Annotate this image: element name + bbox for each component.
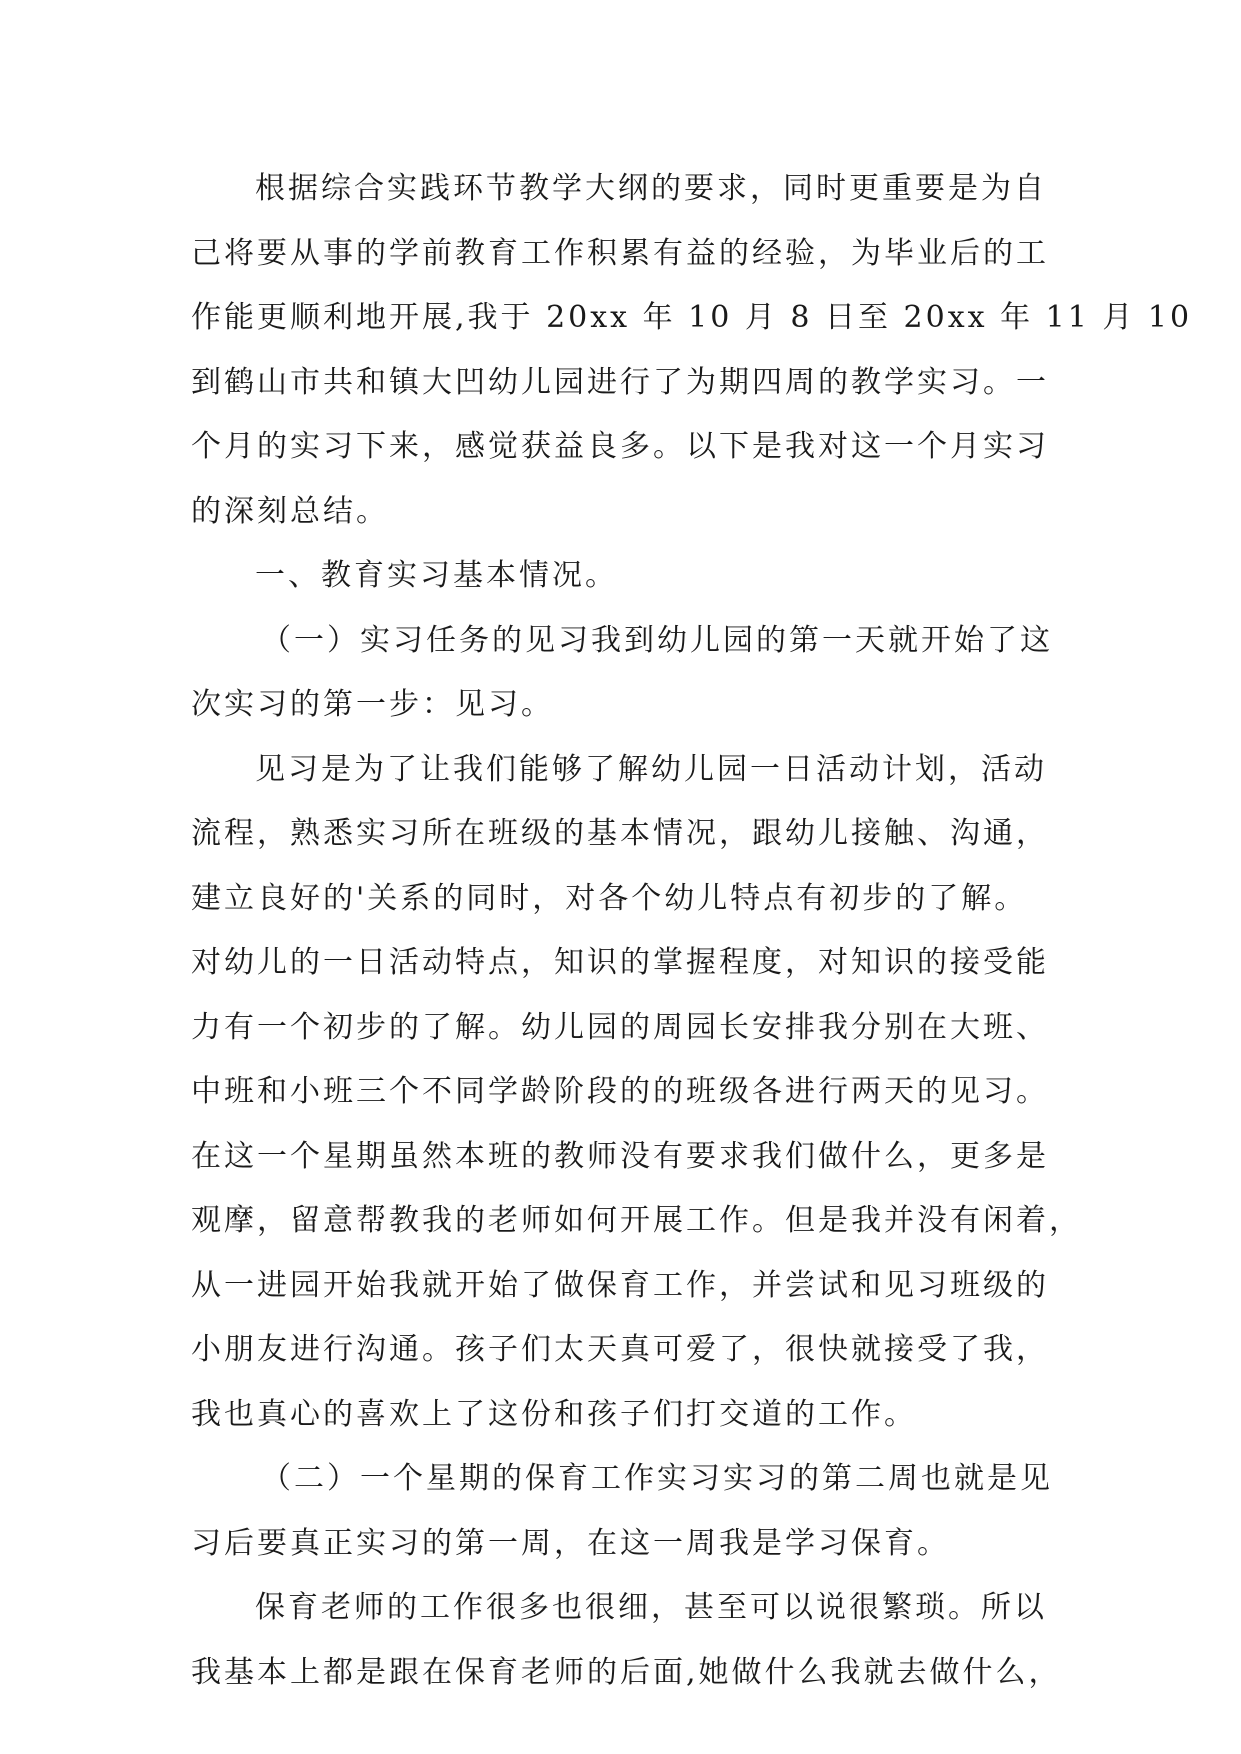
text-line: 力有一个初步的了解。幼儿园的周园长安排我分别在大班、 bbox=[191, 1009, 1049, 1045]
subsection-line: （一）实习任务的见习我到幼儿园的第一天就开始了这 bbox=[261, 622, 1053, 658]
text-line: 根据综合实践环节教学大纲的要求，同时更重要是为自 bbox=[255, 171, 1047, 206]
text-line: 到鹤山市共和镇大凹幼儿园进行了为期四周的教学实习。一 bbox=[191, 364, 1049, 400]
text-line: 观摩，留意帮教我的老师如何开展工作。但是我并没有闲着， bbox=[191, 1203, 1082, 1238]
text-line: 中班和小班三个不同学龄阶段的的班级各进行两天的见习。 bbox=[191, 1074, 1049, 1109]
text-line: 习后要真正实习的第一周，在这一周我是学习保育。 bbox=[191, 1525, 950, 1561]
text-line: 流程，熟悉实习所在班级的基本情况，跟幼儿接触、沟通， bbox=[191, 816, 1049, 851]
text-line: 己将要从事的学前教育工作积累有益的经验，为毕业后的工 bbox=[191, 235, 1049, 271]
text-line: 保育老师的工作很多也很细，甚至可以说很繁琐。所以 bbox=[255, 1590, 1047, 1625]
text-line: 在这一个星期虽然本班的教师没有要求我们做什么，更多是 bbox=[191, 1138, 1049, 1174]
text-line: 对幼儿的一日活动特点，知识的掌握程度，对知识的接受能 bbox=[191, 945, 1049, 980]
text-line: 我也真心的喜欢上了这份和孩子们打交道的工作。 bbox=[191, 1396, 917, 1432]
text-line: 的深刻总结。 bbox=[191, 493, 389, 529]
text-line: 小朋友进行沟通。孩子们太天真可爱了，很快就接受了我， bbox=[191, 1332, 1049, 1367]
text-line: 从一进园开始我就开始了做保育工作，并尝试和见习班级的 bbox=[191, 1267, 1049, 1303]
text-line: 建立良好的'关系的同时，对各个幼儿特点有初步的了解。 bbox=[191, 880, 1028, 916]
text-line: 作能更顺利地开展,我于 20xx 年 10 月 8 日至 20xx 年 11 月 10 bbox=[191, 300, 1193, 335]
section-heading: 一、教育实习基本情况。 bbox=[255, 558, 618, 593]
document-body bbox=[191, 157, 1193, 1705]
text-line: 个月的实习下来，感觉获益良多。以下是我对这一个月实习 bbox=[191, 429, 1049, 464]
text-line: 我基本上都是跟在保育老师的后面,她做什么我就去做什么， bbox=[191, 1654, 1062, 1690]
text-line: 见习是为了让我们能够了解幼儿园一日活动计划，活动 bbox=[255, 751, 1047, 787]
text-line: 次实习的第一步：见习。 bbox=[191, 687, 554, 722]
subsection-line: （二）一个星期的保育工作实习实习的第二周也就是见 bbox=[261, 1461, 1053, 1496]
